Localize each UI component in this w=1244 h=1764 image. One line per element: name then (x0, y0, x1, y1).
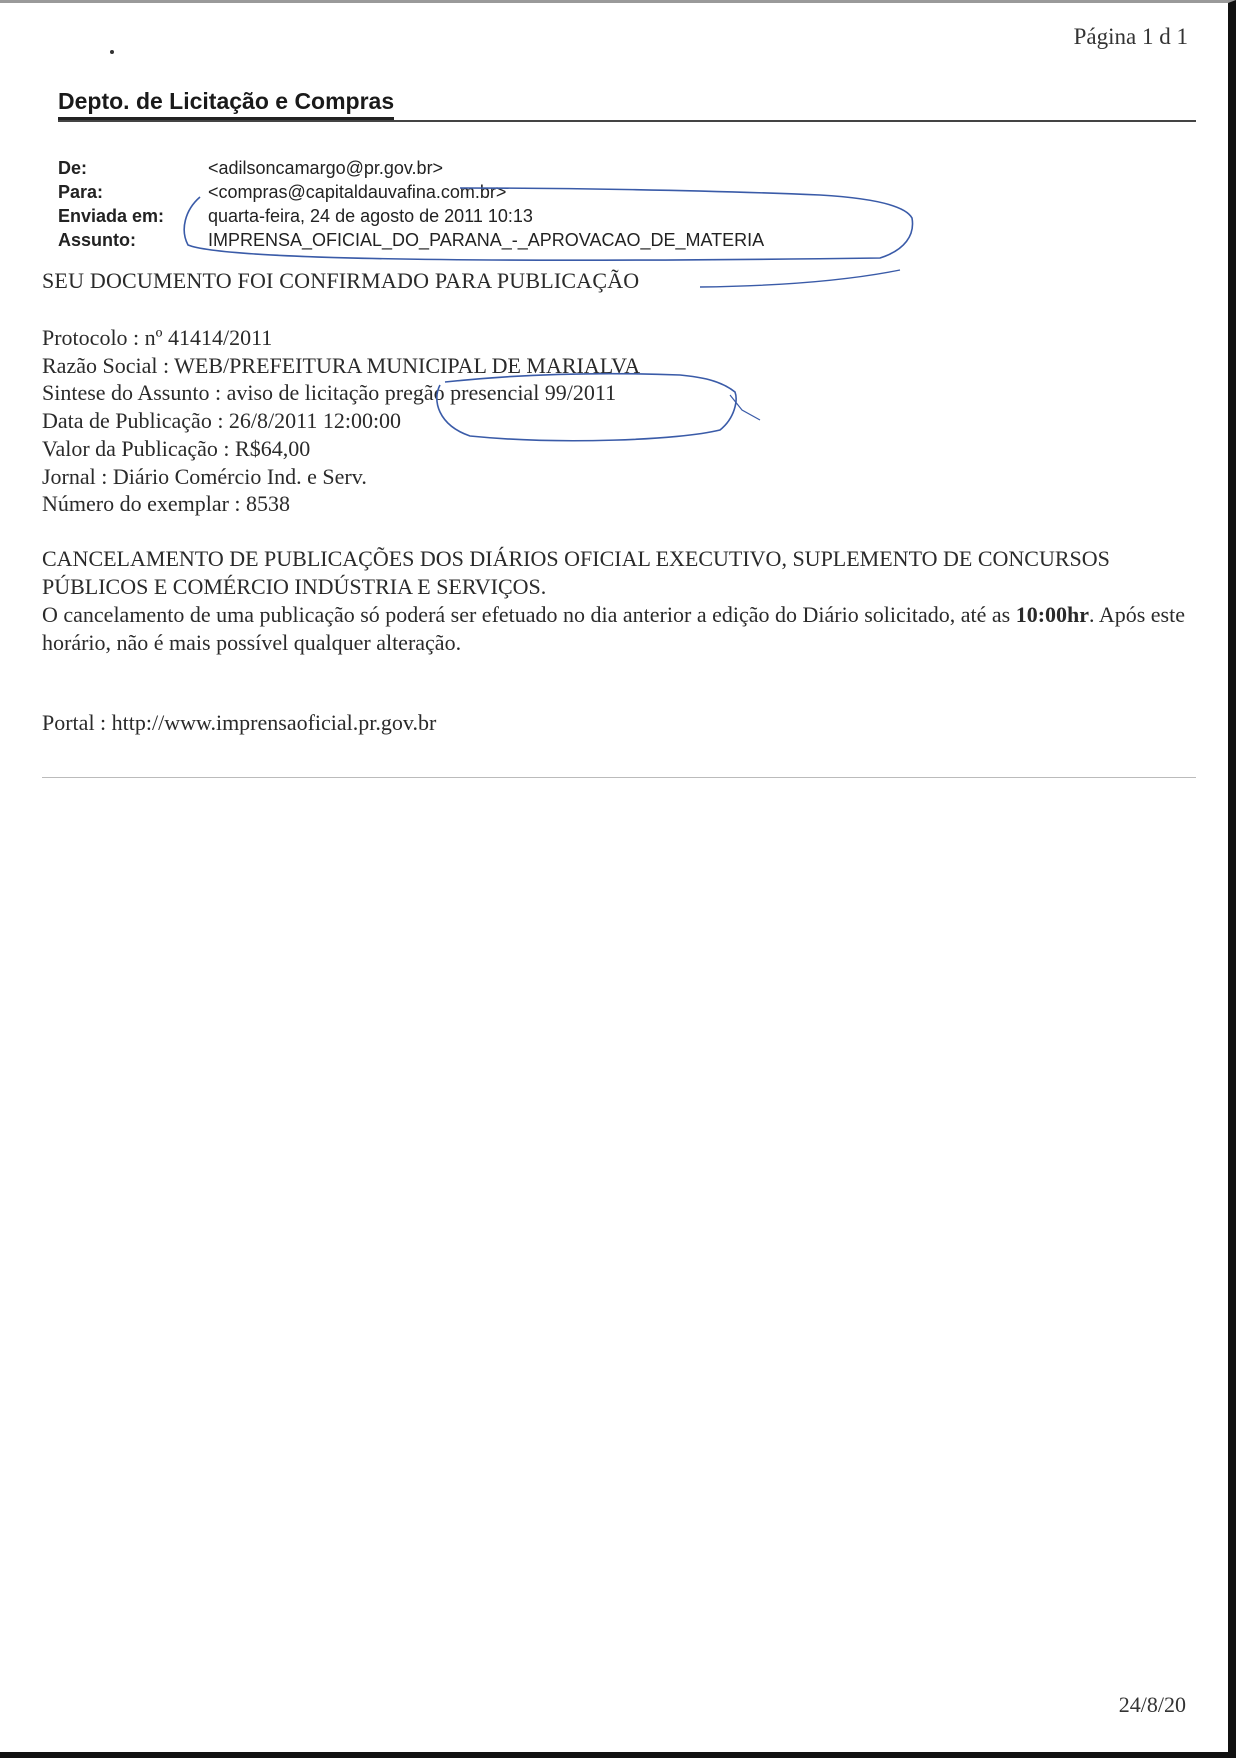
publication-details (42, 324, 640, 518)
sent-label: Enviada em: (58, 206, 165, 226)
protocolo-line: Protocolo : nº 41414/2011 (42, 325, 273, 350)
bottom-divider (42, 777, 1196, 778)
from-value: <adilsoncamargo@pr.gov.br> (208, 158, 444, 178)
valor-line: Valor da Publicação : R$64,00 (42, 435, 311, 461)
cancellation-time: 10:00hr (1015, 602, 1090, 627)
sent-row (58, 204, 764, 228)
portal-link: Portal : http://www.imprensaoficial.pr.gov.br (42, 710, 437, 735)
to-row (58, 180, 764, 204)
subject-value: IMPRENSA_OFICIAL_DO_PARANA_-_APROVACAO_DE_MATERIA (208, 230, 765, 250)
footer-date: 24/8/20 (1118, 1692, 1186, 1717)
from-row (58, 156, 764, 180)
confirmation-heading: SEU DOCUMENTO FOI CONFIRMADO PARA PUBLICAÇÃO (42, 268, 640, 293)
cancellation-text-end: . Após este horário, não é mais possível qualquer alteração. (42, 602, 1185, 655)
sent-value: quarta-feira, 24 de agosto de 2011 10:13 (208, 206, 533, 226)
to-label: Para: (58, 182, 104, 202)
stray-mark (110, 50, 114, 54)
header-divider (58, 120, 1196, 122)
cancellation-notice (42, 545, 1192, 657)
pen-tick (730, 395, 760, 420)
page-number: Página 1 d 1 (1073, 24, 1188, 49)
cancellation-text (42, 601, 1192, 657)
pen-stroke-confirm (700, 270, 900, 287)
subject-row (58, 228, 764, 252)
sender-department-title: Depto. de Licitação e Compras (58, 88, 394, 121)
jornal-line: Jornal : Diário Comércio Ind. e Serv. (42, 463, 367, 489)
from-label: De: (58, 158, 88, 178)
razao-social-line: Razão Social : WEB/PREFEITURA MUNICIPAL DE MARIALVA (42, 352, 641, 378)
data-publicacao-line: Data de Publicação : 26/8/2011 12:00:00 (42, 408, 402, 434)
sintese-line: Sintese do Assunto : aviso de licitação pregão presencial 99/2011 (42, 380, 617, 406)
to-value: <compras@capitaldauvafina.com.br> (208, 182, 507, 202)
cancellation-text-start: O cancelamento de uma publicação só poderá ser efetuado no dia anterior a edição do Diário solicitado, até as (42, 602, 1016, 627)
cancellation-title: CANCELAMENTO DE PUBLICAÇÕES DOS DIÁRIOS OFICIAL EXECUTIVO, SUPLEMENTO DE CONCURSOS PÚBLICOS E COMÉRCIO INDÚSTRIA E SERVIÇOS. (42, 546, 1110, 599)
email-metadata (58, 156, 764, 252)
exemplar-line: Número do exemplar : 8538 (42, 491, 291, 517)
subject-label: Assunto: (58, 230, 136, 250)
